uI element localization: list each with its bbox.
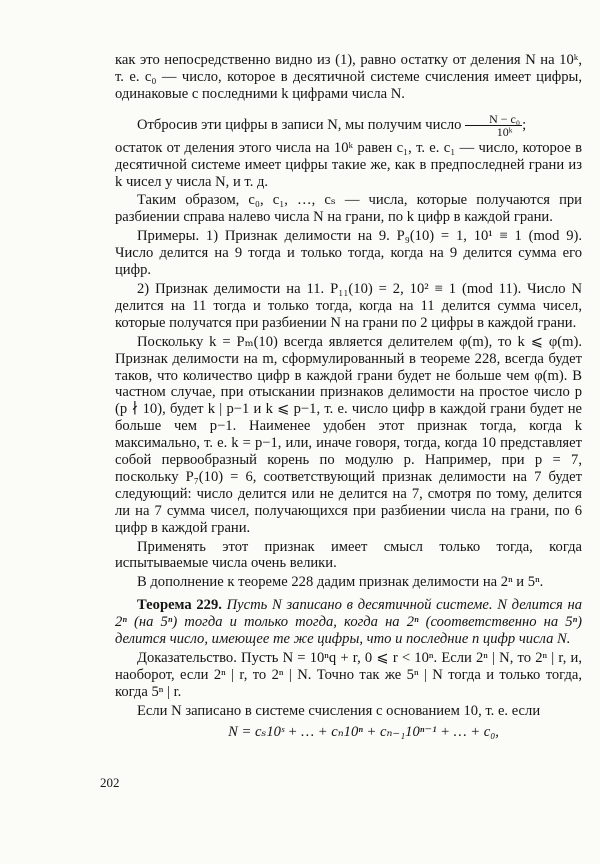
paragraph-examples-2: 2) Признак делимости на 11. P₁₁(10) = 2, 10² ≡ 1 (mod 11). Число N делится на 11 тогда и только тогда, когда на 11 делится сумма чисел, которые получатся при разбиении N на грани по 2 цифры в каждой грани. bbox=[115, 280, 582, 331]
fraction-denominator: 10ᵏ bbox=[496, 124, 513, 139]
fraction-numerator: N − c₀ bbox=[465, 113, 522, 126]
formula: N = cₛ10ˢ + … + cₙ10ⁿ + cₙ₋₁10ⁿ⁻¹ + … + c₀, bbox=[228, 723, 499, 740]
fraction bbox=[465, 113, 522, 138]
paragraph-2-text: Отбросив эти цифры в записи N, мы получим число bbox=[137, 116, 462, 133]
page-number: 202 bbox=[100, 775, 120, 790]
paragraph-3: остаток от деления этого числа на 10ᵏ равен c₁, т. е. c₁ — число, которое в десятичной системе имеет цифры такие же, как в предпоследней грани из k чисел у числа N, и т. д. bbox=[115, 139, 582, 190]
proof: Доказательство. Пусть N = 10ⁿq + r, 0 ⩽ r < 10ⁿ. Если 2ⁿ | N, то 2ⁿ | r, и, наоборот, если 2ⁿ | r, то 2ⁿ | N. Точно так же 5ⁿ | N тогда и только тогда, когда 5ⁿ | r. bbox=[115, 650, 582, 700]
paragraph-7: Применять этот признак имеет смысл только тогда, когда испытываемые числа очень велики. bbox=[115, 538, 582, 572]
paragraph-8: В дополнение к теореме 228 дадим признак делимости на 2ⁿ и 5ⁿ. bbox=[137, 574, 544, 591]
theorem bbox=[115, 597, 582, 648]
paragraph-last: Если N записано в системе счисления с основанием 10, т. е. если bbox=[137, 702, 541, 719]
paragraph-1: как это непосредственно видно из (1), равно остатку от деления N на 10ᵏ, т. е. c₀ — число, которое в десятичной системе счисления имеет цифры, одинаковые с последними k цифрами числа N. bbox=[115, 52, 582, 102]
paragraph-2 bbox=[115, 113, 582, 138]
fraction-suffix: ; bbox=[522, 116, 527, 133]
theorem-title: Теорема 229. bbox=[137, 597, 222, 614]
paragraph-examples-1: Примеры. 1) Признак делимости на 9. P₉(10) = 1, 10¹ ≡ 1 (mod 9). Число делится на 9 тогда и только тогда, когда на 9 делится сумма его цифр. bbox=[115, 228, 582, 279]
text-block bbox=[115, 52, 582, 741]
paragraph-4: Таким образом, c₀, c₁, …, cₛ — числа, которые получаются при разбиении справа налево числа N на грани, по k цифр в каждой грани. bbox=[115, 192, 582, 226]
paragraph-6: Поскольку k = Pₘ(10) всегда является делителем φ(m), то k ⩽ φ(m). Признак делимости на m, сформулированный в теореме 228, всегда будет таков, что количество цифр в каждой грани будет не больше чем φ(m). В частном случае, при отыскании признаков делимости на простое число p (p ∤ 10), будет k | p−1 и k ⩽ p−1, т. е. число цифр в каждой грани будет не больше чем p−1. Наименее удобен этот признак тогда, когда k максимально, т. е. k = p−1, или, иначе говоря, тогда, когда 10 представляет собой первообразный корень по модулю p. Например, при p = 7, поскольку P₇(10) = 6, соответствующий признак делимости на 7 будет следующий: число делится или не делится на 7, смотря по тому, делится ли на 7 сумма чисел, получающихся при разбиении числа на грани, по 6 цифр в каждой грани. bbox=[115, 333, 582, 536]
theorem-body: Пусть N записано в десятичной системе. N делится на 2ⁿ (на 5ⁿ) тогда и только тогда, когда на 2ⁿ (соответственно на 5ⁿ) делится число, имеющее те же цифры, что и последние n цифр числа N. bbox=[115, 597, 583, 648]
